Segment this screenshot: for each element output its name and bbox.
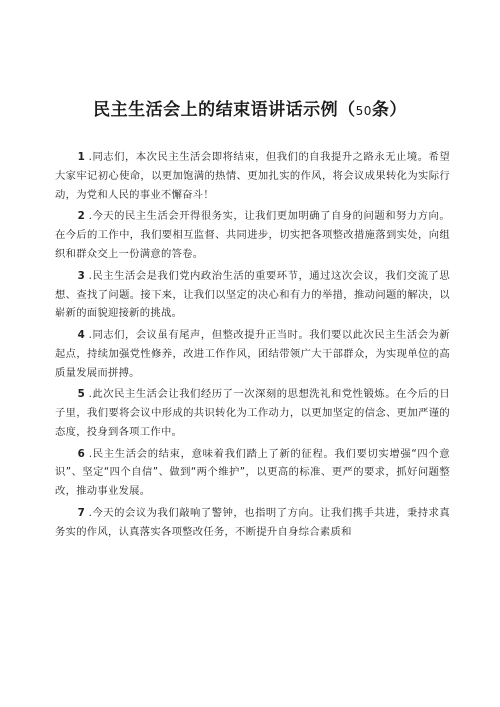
paragraph-text: .民主生活会的结束，意味着我们踏上了新的征程。我们要切实增强“四个意识”、坚定“四个自信”、做到“两个维护”，以更高的标准、更严的要求，抓好问题整改，推动事业发展。 xyxy=(55,447,450,498)
document-body xyxy=(55,148,450,544)
document-title xyxy=(0,95,500,120)
paragraph-3 xyxy=(55,267,450,324)
paragraph-7 xyxy=(55,504,450,542)
paragraph-text: .民主生活会是我们党内政治生活的重要环节，通过这次会议，我们交流了思想、查找了问题。接下来，让我们以坚定的决心和有力的举措，推动问题的解决，以崭新的面貌迎接新的挑战。 xyxy=(55,269,450,320)
paragraph-text: .同志们，会议虽有尾声，但整改提升正当时。我们要以此次民主生活会为新起点，持续加强党性修养，改进工作作风，团结带领广大干部群众，为实现单位的高质量发展而拼搏。 xyxy=(55,328,450,379)
paragraph-number: 5 xyxy=(77,388,85,401)
paragraph-5 xyxy=(55,385,450,442)
paragraph-6 xyxy=(55,445,450,502)
paragraph-text: .此次民主生活会让我们经历了一次深刻的思想洗礼和党性锻炼。在今后的日子里，我们要将会议中形成的共识转化为工作动力，以更加坚定的信念、更加严谨的态度，投身到各项工作中。 xyxy=(55,388,450,439)
title-count: 50 xyxy=(355,104,372,118)
paragraph-text: .同志们，本次民主生活会即将结束，但我们的自我提升之路永无止境。希望大家牢记初心使命，以更加饱满的热情、更加扎实的作风，将会议成果转化为实际行动，为党和人民的事业不懈奋斗！ xyxy=(55,151,450,201)
title-main: 民主生活会上的结束语讲话示例（ xyxy=(93,100,356,120)
paragraph-number: 6 xyxy=(77,447,85,460)
title-end: 条） xyxy=(371,100,407,120)
paragraph-text: .今天的民主生活会开得很务实，让我们更加明确了自身的问题和努力方向。在今后的工作中，我们要相互监督、共同进步，切实把各项整改措施落到实处，向组织和群众交上一份满意的答卷。 xyxy=(55,210,450,261)
paragraph-2 xyxy=(55,207,450,264)
paragraph-number: 3 xyxy=(77,269,85,282)
paragraph-number: 1 xyxy=(77,151,85,163)
paragraph-number: 4 xyxy=(77,328,85,341)
paragraph-4 xyxy=(55,326,450,383)
paragraph-number: 2 xyxy=(77,210,85,223)
paragraph-1 xyxy=(55,148,450,205)
paragraph-text: .今天的会议为我们敲响了警钟，也指明了方向。让我们携手共进，秉持求真务实的作风，认真落实各项整改任务，不断提升自身综合素质和 xyxy=(55,506,450,538)
paragraph-number: 7 xyxy=(77,506,85,519)
